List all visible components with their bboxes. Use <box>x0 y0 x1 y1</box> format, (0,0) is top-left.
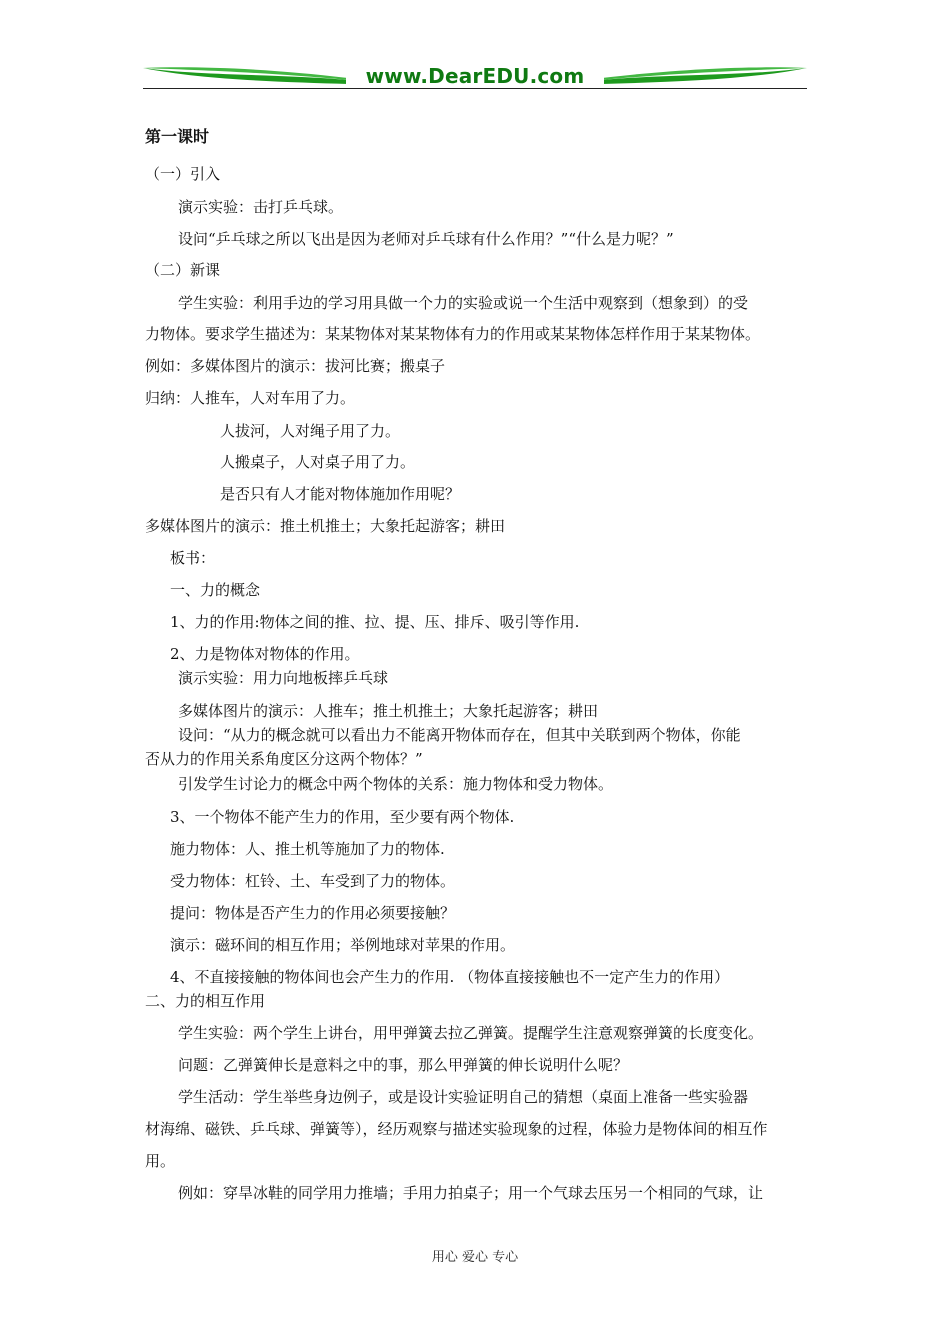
site-logo-text: www.DearEDU.com <box>346 64 604 88</box>
text-line: 1、力的作用:物体之间的推、拉、提、压、排斥、吸引等作用. <box>170 613 580 631</box>
text-line: 设问“乒乓球之所以飞出是因为老师对乒乓球有什么作用？”“什么是力呢？” <box>178 230 674 248</box>
text-line: 人搬桌子，人对桌子用了力。 <box>220 453 416 471</box>
text-line: 设问：“从力的概念就可以看出力不能离开物体而存在，但其中关联到两个物体，你能 <box>178 726 741 744</box>
text-line: 问题：乙弹簧伸长是意料之中的事，那么甲弹簧的伸长说明什么呢？ <box>178 1056 629 1074</box>
text-line: 是否只有人才能对物体施加作用呢？ <box>220 485 461 503</box>
page-footer: 用心 爱心 专心 <box>431 1250 519 1265</box>
text-line: 例如：穿旱冰鞋的同学用力推墙；手用力拍桌子；用一个气球去压另一个相同的气球，让 <box>178 1184 764 1202</box>
text-line: 学生实验：两个学生上讲台，用甲弹簧去拉乙弹簧。提醒学生注意观察弹簧的长度变化。 <box>178 1024 764 1042</box>
lesson-title: 第一课时 <box>145 127 210 146</box>
text-line: 材海绵、磁铁、乒乓球、弹簧等），经历观察与描述实验现象的过程，体验力是物体间的相互作 <box>145 1120 768 1138</box>
text-line: 多媒体图片的演示：人推车；推土机推土；大象托起游客；耕田 <box>178 702 599 720</box>
site-header-banner <box>143 62 807 92</box>
text-line: 施力物体：人、推土机等施加了力的物体. <box>170 840 445 858</box>
text-line: （一）引入 <box>145 165 221 183</box>
text-line: 演示：磁环间的相互作用；举例地球对苹果的作用。 <box>170 936 516 954</box>
text-line: 提问：物体是否产生力的作用必须要接触？ <box>170 904 456 922</box>
text-line: 二、力的相互作用 <box>145 992 266 1010</box>
text-line: 2、力是物体对物体的作用。 <box>170 645 360 663</box>
text-line: 演示实验：击打乒乓球。 <box>178 198 344 216</box>
text-line: 学生活动：学生举些身边例子，或是设计实验证明自己的猜想（桌面上准备一些实验器 <box>178 1088 749 1106</box>
text-line: 演示实验：用力向地板摔乒乓球 <box>178 669 389 687</box>
text-line: 3、一个物体不能产生力的作用，至少要有两个物体. <box>170 808 515 826</box>
text-line: 例如：多媒体图片的演示：拔河比赛；搬桌子 <box>145 357 446 375</box>
text-line: 用。 <box>145 1152 176 1170</box>
text-line: 多媒体图片的演示：推土机推土；大象托起游客；耕田 <box>145 517 506 535</box>
header-divider <box>143 88 807 89</box>
text-line: 力物体。要求学生描述为：某某物体对某某物体有力的作用或某某物体怎样作用于某某物体。 <box>145 325 761 343</box>
text-line: 4、不直接接触的物体间也会产生力的作用. （物体直接接触也不一定产生力的作用） <box>170 968 730 986</box>
text-line: （二）新课 <box>145 261 221 279</box>
text-line: 学生实验：利用手边的学习用具做一个力的实验或说一个生活中观察到（想象到）的受 <box>178 294 749 312</box>
text-line: 归纳：人推车，人对车用了力。 <box>145 389 356 407</box>
text-line: 板书： <box>170 549 216 567</box>
text-line: 受力物体：杠铃、土、车受到了力的物体。 <box>170 872 456 890</box>
text-line: 一、力的概念 <box>170 581 261 599</box>
text-line: 人拔河，人对绳子用了力。 <box>220 422 401 440</box>
text-line: 引发学生讨论力的概念中两个物体的关系：施力物体和受力物体。 <box>178 775 614 793</box>
text-line: 否从力的作用关系角度区分这两个物体？” <box>145 750 423 768</box>
